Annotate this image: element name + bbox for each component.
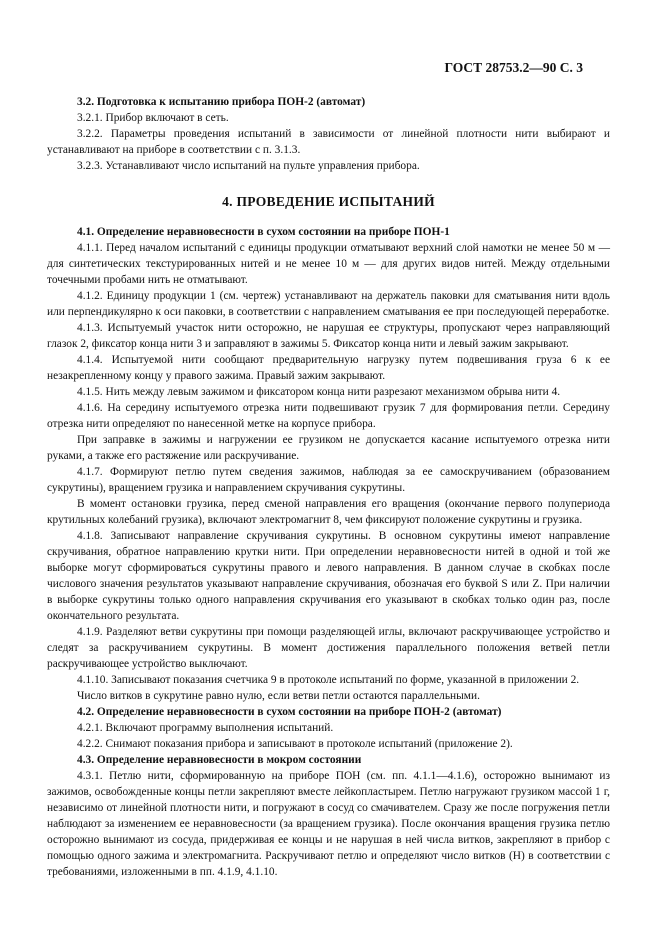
paragraph: Число витков в сукрутине равно нулю, если ветви петли остаются параллельными. [77, 690, 480, 702]
subsection-heading: 4.3. Определение неравновесности в мокром состоянии [77, 754, 362, 766]
section-title: 4. ПРОВЕДЕНИЕ ИСПЫТАНИЙ [222, 194, 435, 209]
paragraph: 4.2.2. Снимают показания прибора и записывают в протоколе испытаний (приложение 2). [77, 738, 513, 750]
paragraph: В момент остановки грузика, перед сменой направления его вращения (окончание первого полупериода крутильных колебаний грузика), включают электромагнит 8, чем фиксируют положение сукрутины и грузика. [47, 498, 610, 526]
paragraph: 4.1.3. Испытуемый участок нити осторожно, не нарушая ее структуры, пропускают через направляющий глазок 2, фиксатор конца нити 3 и заправляют в зажимы 5. Фиксатор конца нити и левый зажим закрывают. [47, 322, 610, 350]
subsection-heading: 4.2. Определение неравновесности в сухом состоянии на приборе ПОН-2 (автомат) [77, 706, 502, 718]
paragraph: 4.1.1. Перед началом испытаний с единицы продукции отматывают верхний слой намотки не менее 50 м — для синтетических текстурированных нитей и не менее 10 м — для других видов нитей. Между отдельными точечными пробами нить не отматывают. [47, 242, 610, 286]
paragraph: При заправке в зажимы и нагружении ее грузиком не допускается касание испытуемого отрезка нити руками, а также его растяжение или раскручивание. [47, 434, 610, 462]
page-header: ГОСТ 28753.2—90 С. 3 [444, 60, 583, 75]
subsection-heading: 4.1. Определение неравновесности в сухом состоянии на приборе ПОН-1 [77, 226, 450, 238]
paragraph: 4.1.5. Нить между левым зажимом и фиксатором конца нити разрезают механизмом обрыва нити 4. [77, 386, 561, 398]
document-body [47, 94, 610, 880]
paragraph: 4.1.7. Формируют петлю путем сведения зажимов, наблюдая за ее самоскручиванием (образованием сукрутины), вращением грузика и направлением скручивания сукрутины. [47, 466, 610, 494]
paragraph: 3.2.2. Параметры проведения испытаний в зависимости от линейной плотности нити выбирают и устанавливают на приборе в соответствии с п. 3.1.3. [47, 128, 610, 156]
paragraph: 4.1.9. Разделяют ветви сукрутины при помощи разделяющей иглы, включают раскручивающее устройство и следят за раскручиванием сукрутины. В момент достижения параллельного положения ветвей петли раскручивающее устройство выключают. [47, 626, 610, 670]
paragraph: 4.1.10. Записывают показания счетчика 9 в протоколе испытаний по форме, указанной в приложении 2. [77, 674, 580, 686]
paragraph: 4.1.2. Единицу продукции 1 (см. чертеж) устанавливают на держатель паковки для сматывания нити вдоль или перпендикулярно к оси паковки, в соответствии с направлением сматывания ее при последующей переработке. [47, 290, 610, 318]
subsection-heading: 3.2. Подготовка к испытанию прибора ПОН-2 (автомат) [77, 96, 366, 108]
paragraph: 4.1.4. Испытуемой нити сообщают предварительную нагрузку путем подвешивания груза 6 к ее незакрепленному концу у правого зажима. Правый зажим закрывают. [47, 354, 610, 382]
paragraph: 4.1.6. На середину испытуемого отрезка нити подвешивают грузик 7 для формирования петли. Середину отрезка нити определяют по нанесенной метке на корпусе прибора. [47, 402, 610, 430]
paragraph: 3.2.1. Прибор включают в сеть. [77, 112, 229, 124]
paragraph: 4.3.1. Петлю нити, сформированную на приборе ПОН (см. пп. 4.1.1—4.1.6), осторожно вынимают из зажимов, освобожденные концы петли закрепляют вместе лейкопластырем. Петлю нагружают грузиком массой 1 г, независимо от линейной плотности нити, и погружают в сосуд со смачивателем. Сразу же после погружения петли наблюдают за изменением ее неравновесности (за вращением грузика). После окончания вращения грузика петлю осторожно вынимают из сосуда, придерживая ее концы и не нарушая в ней числа витков, закрепляют в прибор с помощью одного зажима и электромагнита. Раскручивают петлю и определяют число витков (Н) в соответствии с требованиями, изложенными в пп. 4.1.9, 4.1.10. [47, 770, 610, 878]
paragraph: 4.2.1. Включают программу выполнения испытаний. [77, 722, 334, 734]
paragraph: 3.2.3. Устанавливают число испытаний на пульте управления прибора. [77, 160, 420, 172]
paragraph: 4.1.8. Записывают направление скручивания сукрутины. В основном сукрутины имеют направление скручивания, обратное направлению крутки нити. При определении неравновесности нитей в одной и той же выборке могут сформироваться сукрутины правого и левого направления. В данном случае в скобках после числового значения результатов указывают направление скручивания, обозначая его буквой S или Z. При наличии в выборке сукрутины только одного направления скручивания его указывают в скобках только один раз, после окончательного результата. [47, 530, 610, 622]
